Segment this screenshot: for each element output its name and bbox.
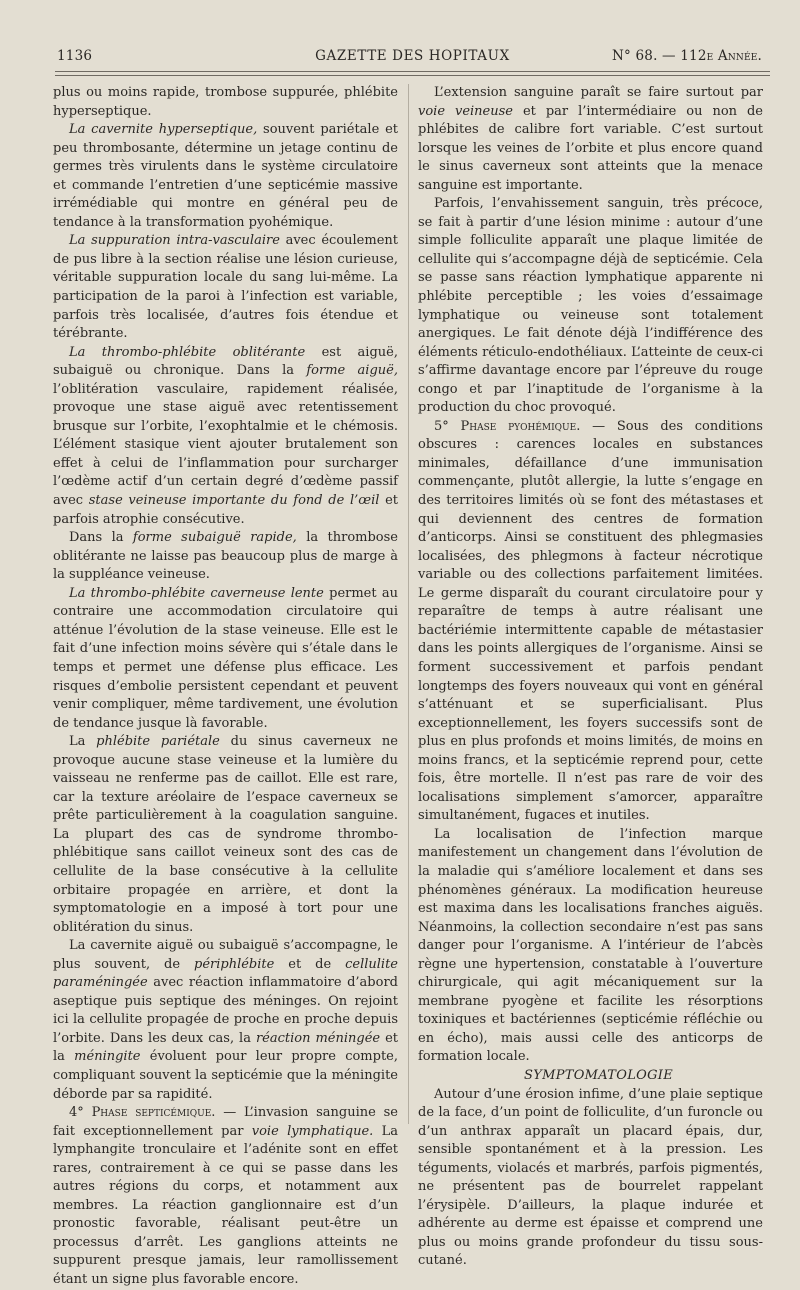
header-rule-bottom [55,75,770,76]
section-heading: 4° Phase septicémique. [69,1105,216,1121]
paragraph: La cavernite aiguë ou subaiguë s’accompagne, le plus souvent, de périphlébite et de cellulite paraméningée avec réaction inflammatoire d’abord aseptique puis septique des méninges. On rejoint ici la cellulite propagée de proche en proche depuis l’orbite. Dans les deux cas, la réaction méningée et la méningite évoluent pour leur propre compte, compliquant souvent la septicémie que la méningite déborde par sa rapidité. [53,938,399,1102]
paragraph: L’extension sanguine paraît se faire surtout par voie veineuse et par l’intermédiaire ou non de phlébites de calibre fort variable. C’est surtout lorsque les veines de l’orbite et plus encore quand le sinus caverneux sont atteints que la menace sanguine est importante. [418,85,763,193]
paragraph: 5° Phase pyohémique. — Sous des conditions obscures : carences locales en substances minimales, défaillance d’une immunisation commençante, plutôt allergie, la lutte s’engage en des territoires limités où se font des métastases et qui deviennent des centres de formation d’anticorps. Ainsi se constituent des phlegmasies localisées, des phlegmons à facteur nécrotique variable ou des collections parfaitement limitées. Le germe disparaît du courant circulatoire pour y reparaître de temps à autre réalisant une bactériémie intermittente capable de métastasier dans les points allergiques de l’organisme. Ainsi se forment successivement et parfois pendant longtemps des foyers nouveaux qui vont en général s’atténuant et se superficialisant. Plus exceptionnellement, les foyers successifs sont de plus en plus profonds et moins limités, de moins en moins francs, et la septicémie reprend pour, cette fois, être mortelle. Il n’est pas rare de voir des localisations simplement s’amorcer, apparaître simultanément, fugaces et inutiles. [418,418,763,824]
paragraph: Autour d’une érosion infime, d’une plaie septique de la face, d’un point de folliculite, d’un furoncle ou d’un anthrax apparaît un placard épais, dur, sensible spontanément et à la pression. Les téguments, violacés et marbrés, parfois pigmentés, ne présentent pas de bourrelet rappelant l’érysipèle. D’ailleurs, la plaque indurée et adhérente au derme est épaisse et comprend une plus ou moins grande profondeur du tissu sous-cutané. [418,1086,763,1269]
journal-title: GAZETTE DES HOPITAUX [315,48,510,64]
right-column [418,84,763,1269]
paragraph: 4° Phase septicémique. — L’invasion sanguine se fait exceptionnellement par voie lymphatique. La lymphangite tronculaire et l’adénite sont en effet rares, contrairement à ce qui se passe dans les autres régions du corps, et notamment aux membres. La réaction ganglionnaire est d’un pronostic favorable, réalisant peut-être un processus d’arrêt. Les ganglions atteints ne suppurent presque jamais, leur ramollissement étant un signe plus favorable encore. [53,1105,398,1287]
section-heading: 5° Phase pyohémique. [434,418,581,434]
paragraph: La suppuration intra-vasculaire avec écoulement de pus libre à la section réalise une lésion curieuse, véritable suppuration locale du sang lui-même. La participation de la paroi à l’infection est variable, parfois très localisée, d’autres fois étendue et térébrante. [53,233,398,342]
paragraph: Parfois, l’envahissement sanguin, très précoce, se fait à partir d’une lésion minime : autour d’une simple folliculite apparaît une plaque limitée de cellulite qui s’accompagne déjà de septicémie. Cela se passe sans réaction lymphatique apparente ni phlébite perceptible ; les voies d’essaimage lymphatique ou veineuse sont totalement anergiques. Le fait dénote déjà l’indifférence des éléments réticulo-endothéliaux. L’atteinte de ceux-ci s’affirme davantage encore par l’épreuve du rouge congo et par l’inaptitude de l’organisme à la production du choc provoqué. [418,196,763,416]
section-subheading: SYMPTOMATOLOGIE [524,1067,673,1083]
paragraph: Dans la forme subaiguë rapide, la thrombose oblitérante ne laisse pas beaucoup plus de marge à la suppléance veineuse. [53,530,398,583]
paragraph: plus ou moins rapide, trombose suppurée, phlébite hyperseptique. [53,85,398,119]
running-header [55,44,770,70]
paragraph: La localisation de l’infection marque manifestement un changement dans l’évolution de la maladie qui s’améliore localement et dans ses phénomènes généraux. La modification heureuse est maxima dans les localisations franches aiguës. Néanmoins, la collection secondaire n’est pas sans danger pour l’organisme. A l’intérieur de l’abcès règne une hypertension, constatable à l’ouverture chirurgicale, qui agit mécaniquement sur la membrane pyogène et facilite les résorptions toxiniques et bactériennes (septicémie réfléchie ou en écho), mais aussi celle des anticorps de formation locale. [418,826,763,1065]
paragraph: La thrombo-phlébite caverneuse lente permet au contraire une accommodation circulatoire qui atténue l’évolution de la stase veineuse. Elle est le fait d’une infection moins sévère qui s’étale dans le temps et permet une défense plus efficace. Les risques d’embolie persistent cependant et peuvent venir compliquer, même tardivement, une évolution de tendance jusque là favorable. [53,585,398,731]
header-rule-top [55,71,770,72]
paragraph: La phlébite pariétale du sinus caverneux ne provoque aucune stase veineuse et la lumière du vaisseau ne renferme pas de caillot. Elle est rare, car la texture aréolaire de l’espace caverneux se prête particulièrement à la coagulation sanguine. La plupart des cas de syndrome thrombo-phlébitique sans caillot veineux sont des cas de cellulite de la base consécutive à la cellulite orbitaire propagée en arrière, et dont la symptomatologie en a imposé à tort pour une oblitération du sinus. [53,734,398,935]
column-divider [408,84,409,1124]
page-number: 1136 [57,48,93,64]
paragraph: La cavernite hyperseptique, souvent pariétale et peu thrombosante, détermine un jetage continu de germes très virulents dans le système circulatoire et commande l’entretien d’une septicémie massive irrémédiable qui montre en général peu de tendance à la transformation pyohémique. [53,122,398,230]
paragraph: La thrombo-phlébite oblitérante est aiguë, subaiguë ou chronique. Dans la forme aiguë, l’oblitération vasculaire, rapidement réalisée, provoque une stase aiguë avec retentissement brusque sur l’orbite, l’exophtalmie et le chémosis. L’élément stasique vient ajouter brutalement son effet à celui de l’inflammation pour surcharger l’œdème actif d’un certain degré d’œdème passif avec stase veineuse importante du fond de l’œil et parfois atrophie consécutive. [53,344,398,527]
issue-info: N° 68. — 112e Année. [612,48,762,64]
left-column [53,84,399,1287]
